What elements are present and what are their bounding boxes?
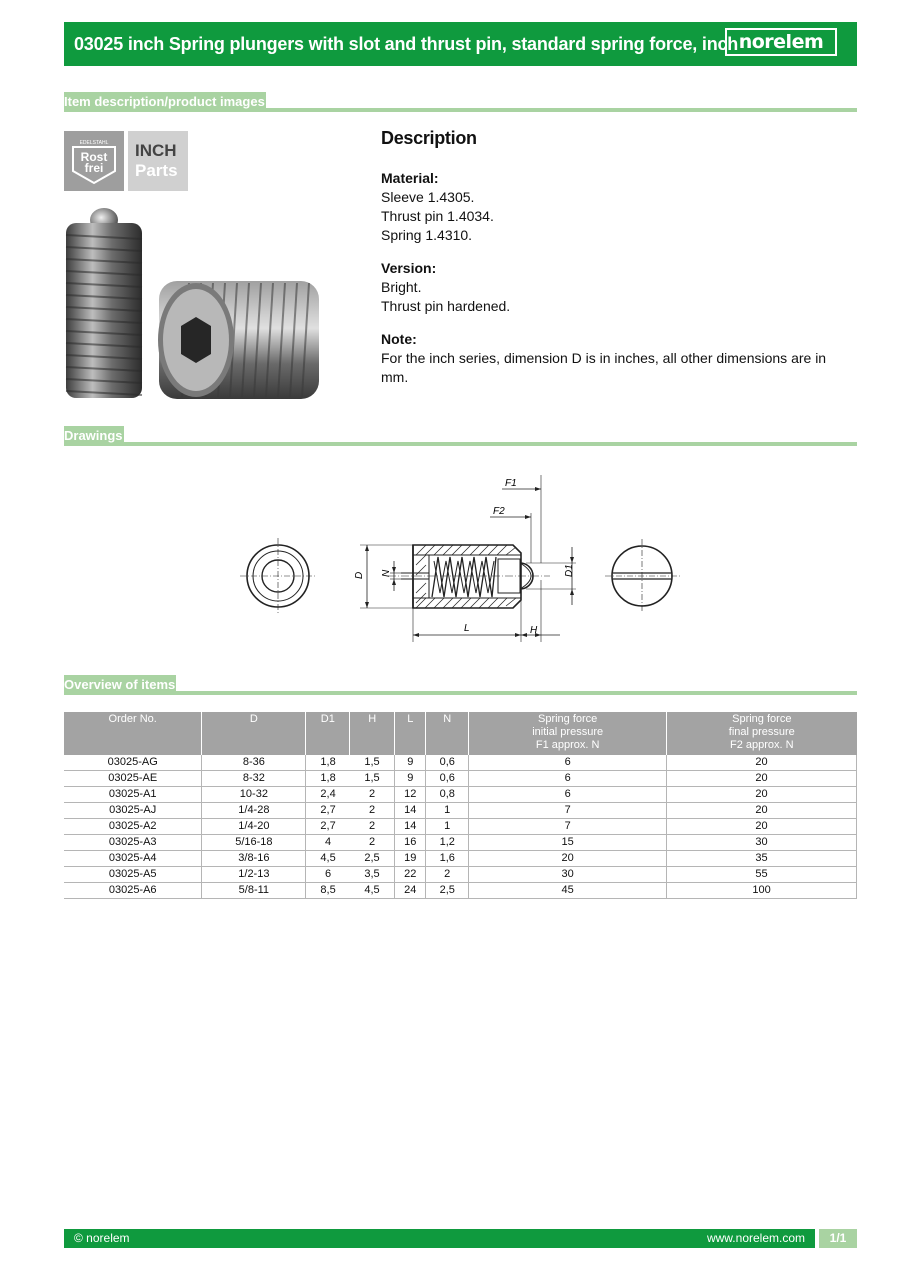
table-cell: 19: [395, 851, 426, 867]
table-cell: 0,6: [426, 771, 469, 787]
table-cell: 7: [469, 803, 667, 819]
table-cell: 0,8: [426, 787, 469, 803]
technical-drawing: [220, 465, 700, 655]
table-cell: 20: [667, 803, 857, 819]
section-label: Overview of items: [64, 675, 176, 695]
table-cell: 14: [395, 803, 426, 819]
table-cell: 03025-AG: [64, 755, 202, 771]
col-header-order-no: Order No.: [64, 712, 202, 755]
description-heading: Description: [381, 128, 477, 148]
table-cell: 4,5: [306, 851, 350, 867]
table-cell: 1,2: [426, 835, 469, 851]
table-cell: 2: [350, 787, 395, 803]
material-line: Thrust pin 1.4034.: [381, 208, 494, 224]
badge-inch-text: INCH: [135, 141, 177, 160]
dim-label-l: L: [464, 623, 470, 634]
section-overview: [64, 673, 857, 695]
table-cell: 2,5: [426, 883, 469, 899]
table-cell: 35: [667, 851, 857, 867]
table-cell: 2: [350, 803, 395, 819]
table-cell: 03025-A1: [64, 787, 202, 803]
table-cell: 20: [667, 819, 857, 835]
table-cell: 14: [395, 819, 426, 835]
col-header-n: N: [426, 712, 469, 755]
section-drawings: [64, 424, 857, 446]
material-line: Spring 1.4310.: [381, 227, 473, 243]
section-label: Drawings: [64, 426, 124, 446]
badge-parts-text: Parts: [135, 161, 178, 180]
dim-label-n: N: [381, 569, 392, 577]
table-cell: 20: [667, 771, 857, 787]
dim-label-f1: F1: [505, 478, 517, 489]
table-cell: 03025-A4: [64, 851, 202, 867]
table-cell: 6: [469, 787, 667, 803]
table-row: [64, 883, 857, 899]
page-footer: [64, 1229, 815, 1248]
table-row: [64, 867, 857, 883]
badge-frei-text: frei: [84, 161, 104, 175]
material-line: Sleeve 1.4305.: [381, 189, 475, 205]
table-cell: 1/4-28: [202, 803, 306, 819]
table-cell: 8,5: [306, 883, 350, 899]
col-header-f2: Spring force final pressure F2 approx. N: [667, 712, 857, 755]
table-row: [64, 803, 857, 819]
table-cell: 1,5: [350, 755, 395, 771]
table-cell: 5/8-11: [202, 883, 306, 899]
note-label: Note:: [381, 331, 417, 347]
material-label: Material:: [381, 170, 439, 186]
col-header-d1: D1: [306, 712, 350, 755]
version-label: Version:: [381, 260, 437, 276]
version-block: [381, 259, 851, 316]
note-text: For the inch series, dimension D is in inches, all other dimensions are in mm.: [381, 350, 827, 385]
table-cell: 2,7: [306, 803, 350, 819]
table-cell: 6: [469, 771, 667, 787]
page-title: 03025 inch Spring plungers with slot and thrust pin, standard spring force, inch: [74, 33, 739, 54]
table-cell: 1/4-20: [202, 819, 306, 835]
table-cell: 03025-AJ: [64, 803, 202, 819]
dim-label-h: H: [530, 625, 538, 636]
table-cell: 2: [350, 835, 395, 851]
section-item-description: [64, 90, 857, 112]
table-cell: 55: [667, 867, 857, 883]
table-header-row: [64, 712, 857, 755]
table-cell: 4,5: [350, 883, 395, 899]
description-panel: [381, 128, 851, 401]
col-header-l: L: [395, 712, 426, 755]
table-cell: 3/8-16: [202, 851, 306, 867]
table-cell: 1,5: [350, 771, 395, 787]
rostfrei-badge: [64, 131, 124, 191]
table-cell: 20: [667, 787, 857, 803]
table-cell: 9: [395, 771, 426, 787]
table-cell: 2: [350, 819, 395, 835]
col-header-h: H: [350, 712, 395, 755]
table-cell: 8-36: [202, 755, 306, 771]
table-cell: 22: [395, 867, 426, 883]
table-cell: 3,5: [350, 867, 395, 883]
table-row: [64, 819, 857, 835]
table-cell: 1: [426, 819, 469, 835]
table-cell: 1,6: [426, 851, 469, 867]
dim-label-f2: F2: [493, 506, 505, 517]
table-cell: 16: [395, 835, 426, 851]
table-cell: 03025-A2: [64, 819, 202, 835]
table-cell: 9: [395, 755, 426, 771]
table-cell: 1/2-13: [202, 867, 306, 883]
inch-parts-badge: [128, 131, 188, 191]
table-cell: 03025-A3: [64, 835, 202, 851]
table-row: [64, 835, 857, 851]
table-cell: 100: [667, 883, 857, 899]
table-cell: 03025-A6: [64, 883, 202, 899]
note-block: [381, 330, 851, 387]
table-cell: 03025-AE: [64, 771, 202, 787]
footer-website[interactable]: www.norelem.com: [706, 1231, 805, 1245]
table-cell: 10-32: [202, 787, 306, 803]
table-row: [64, 787, 857, 803]
table-cell: 1,8: [306, 771, 350, 787]
table-cell: 2: [426, 867, 469, 883]
dim-label-d1: D1: [564, 564, 575, 577]
table-cell: 2,4: [306, 787, 350, 803]
table-row: [64, 771, 857, 787]
product-photo: [64, 205, 322, 401]
table-cell: 8-32: [202, 771, 306, 787]
dim-label-d: D: [354, 571, 365, 579]
table-cell: 15: [469, 835, 667, 851]
material-block: [381, 169, 851, 245]
table-cell: 20: [667, 755, 857, 771]
col-header-f1: Spring force initial pressure F1 approx. N: [469, 712, 667, 755]
table-cell: 4: [306, 835, 350, 851]
table-cell: 6: [306, 867, 350, 883]
table-cell: 1,8: [306, 755, 350, 771]
footer-copyright: © norelem: [74, 1231, 130, 1245]
table-cell: 0,6: [426, 755, 469, 771]
table-cell: 03025-A5: [64, 867, 202, 883]
table-cell: 24: [395, 883, 426, 899]
page-header: [64, 22, 857, 66]
table-row: [64, 851, 857, 867]
table-cell: 30: [469, 867, 667, 883]
table-cell: 7: [469, 819, 667, 835]
table-cell: 45: [469, 883, 667, 899]
table-cell: 30: [667, 835, 857, 851]
section-label: Item description/product images: [64, 92, 266, 112]
table-cell: 5/16-18: [202, 835, 306, 851]
table-cell: 12: [395, 787, 426, 803]
table-cell: 2,7: [306, 819, 350, 835]
table-cell: 20: [469, 851, 667, 867]
table-cell: 2,5: [350, 851, 395, 867]
col-header-d: D: [202, 712, 306, 755]
version-line: Bright.: [381, 279, 422, 295]
page-number: 1/1: [819, 1229, 857, 1248]
badge-rost-text: Rost: [80, 150, 108, 164]
version-line: Thrust pin hardened.: [381, 298, 511, 314]
items-table: [64, 712, 857, 899]
table-cell: 6: [469, 755, 667, 771]
logo-text: norelem: [738, 31, 824, 53]
table-row: [64, 755, 857, 771]
norelem-logo: [725, 28, 837, 56]
table-cell: 1: [426, 803, 469, 819]
badge-edelstahl-text: EDELSTAHL: [79, 140, 109, 146]
